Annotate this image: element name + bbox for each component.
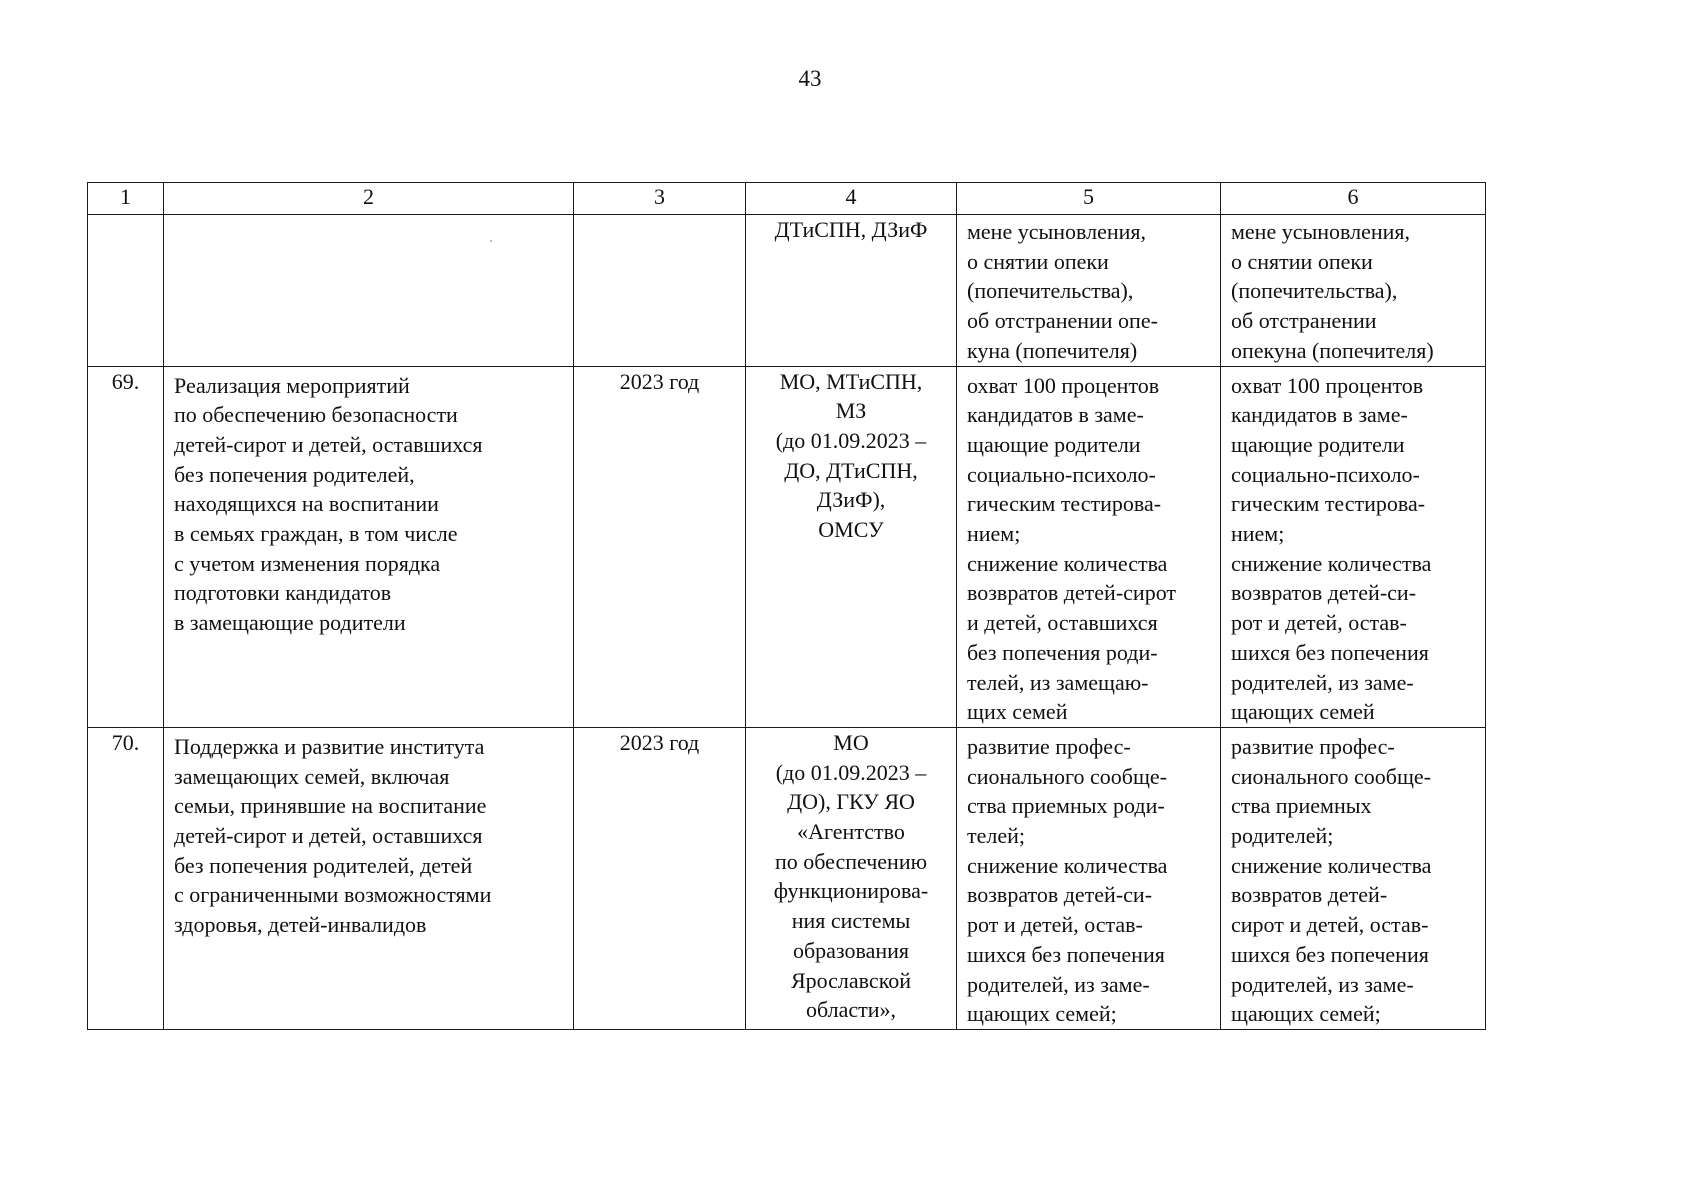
expected-result-col6: охват 100 процентов кандидатов в заме- щающие родители социально-психоло- гическим тестирова- нием; снижение количества возвратов детей-си- рот и детей, остав- шихся без попечения родителей, из заме- щающих семей xyxy=(1221,366,1486,727)
table-row xyxy=(88,215,1486,367)
table-header-row xyxy=(88,183,1486,215)
row-number: 69. xyxy=(88,366,164,727)
header-cell-1: 1 xyxy=(88,183,164,215)
activities-table xyxy=(87,182,1486,1030)
header-cell-3: 3 xyxy=(574,183,746,215)
header-cell-4: 4 xyxy=(746,183,957,215)
row-number xyxy=(88,215,164,367)
period: 2023 год xyxy=(574,727,746,1029)
period xyxy=(574,215,746,367)
row-number: 70. xyxy=(88,727,164,1029)
header-cell-2: 2 xyxy=(164,183,574,215)
activity-name: Поддержка и развитие института замещающих семей, включая семьи, принявшие на воспитание детей-сирот и детей, оставшихся без попечения родителей, детей с ограниченными возможностями здоровья, детей-инвалидов xyxy=(164,727,574,1029)
table-row xyxy=(88,366,1486,727)
expected-result-col6: мене усыновления, о снятии опеки (попечительства), об отстранении опекуна (попечителя) xyxy=(1221,215,1486,367)
expected-result-col6: развитие профес- сионального сообще- ства приемных родителей; снижение количества возвратов детей- сирот и детей, остав- шихся без попечения родителей, из заме- щающих семей; xyxy=(1221,727,1486,1029)
executors: ДТиСПН, ДЗиФ xyxy=(746,215,957,367)
page-number: 43 xyxy=(798,66,822,91)
executors: МО (до 01.09.2023 – ДО), ГКУ ЯО «Агентство по обеспечению функционирова- ния системы образования Ярославской области», xyxy=(746,727,957,1029)
table-row xyxy=(88,727,1486,1029)
executors: МО, МТиСПН, МЗ (до 01.09.2023 – ДО, ДТиСПН, ДЗиФ), ОМСУ xyxy=(746,366,957,727)
expected-result-col5: мене усыновления, о снятии опеки (попечительства), об отстранении опе- куна (попечителя) xyxy=(957,215,1221,367)
expected-result-col5: развитие профес- сионального сообще- ства приемных роди- телей; снижение количества возвратов детей-си- рот и детей, остав- шихся без попечения родителей, из заме- щающих семей; xyxy=(957,727,1221,1029)
header-cell-5: 5 xyxy=(957,183,1221,215)
header-cell-6: 6 xyxy=(1221,183,1486,215)
period: 2023 год xyxy=(574,366,746,727)
activity-name: Реализация мероприятий по обеспечению безопасности детей-сирот и детей, оставшихся без попечения родителей, находящихся на воспитании в семьях граждан, в том числе с учетом изменения порядка подготовки кандидатов в замещающие родители xyxy=(164,366,574,727)
activity-name xyxy=(164,215,574,367)
expected-result-col5: охват 100 процентов кандидатов в заме- щающие родители социально-психоло- гическим тестирова- нием; снижение количества возвратов детей-сирот и детей, оставшихся без попечения роди- телей, из замещаю- щих семей xyxy=(957,366,1221,727)
